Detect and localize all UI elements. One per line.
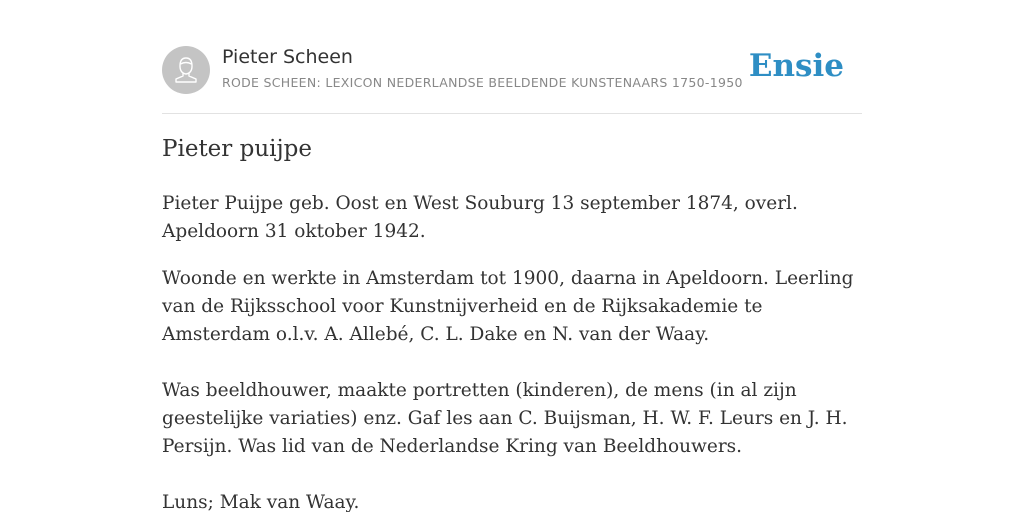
article-paragraph: Pieter Puijpe geb. Oost en West Souburg 13 september 1874, overl. Apeldoorn 31 oktober 1942.	[162, 193, 798, 242]
source-title[interactable]: RODE SCHEEN: LEXICON NEDERLANDSE BEELDENDE KUNSTENAARS 1750-1950	[222, 75, 743, 90]
author-name[interactable]: Pieter Scheen	[222, 46, 353, 68]
article-body	[162, 190, 862, 512]
article-title: Pieter puijpe	[162, 136, 312, 162]
brand-logo[interactable]: Ensie	[748, 48, 844, 84]
article-paragraph: Luns; Mak van Waay.	[162, 492, 360, 512]
article-paragraph: Woonde en werkte in Amsterdam tot 1900, daarna in Apeldoorn. Leerling van de Rijksschool voor Kunstnijverheid en de Rijksakademie te Amsterdam o.l.v. A. Allebé, C. L. Dake en N. van der Waay.	[162, 268, 854, 345]
person-icon	[162, 46, 210, 94]
article-paragraph: Was beeldhouwer, maakte portretten (kinderen), de mens (in al zijn geestelijke variaties) enz. Gaf les aan C. Buijsman, H. W. F. Leurs en J. H. Persijn. Was lid van de Nederlandse Kring van Beeldhouwers.	[162, 380, 848, 457]
article-header	[162, 46, 862, 114]
author-avatar[interactable]	[162, 46, 210, 94]
